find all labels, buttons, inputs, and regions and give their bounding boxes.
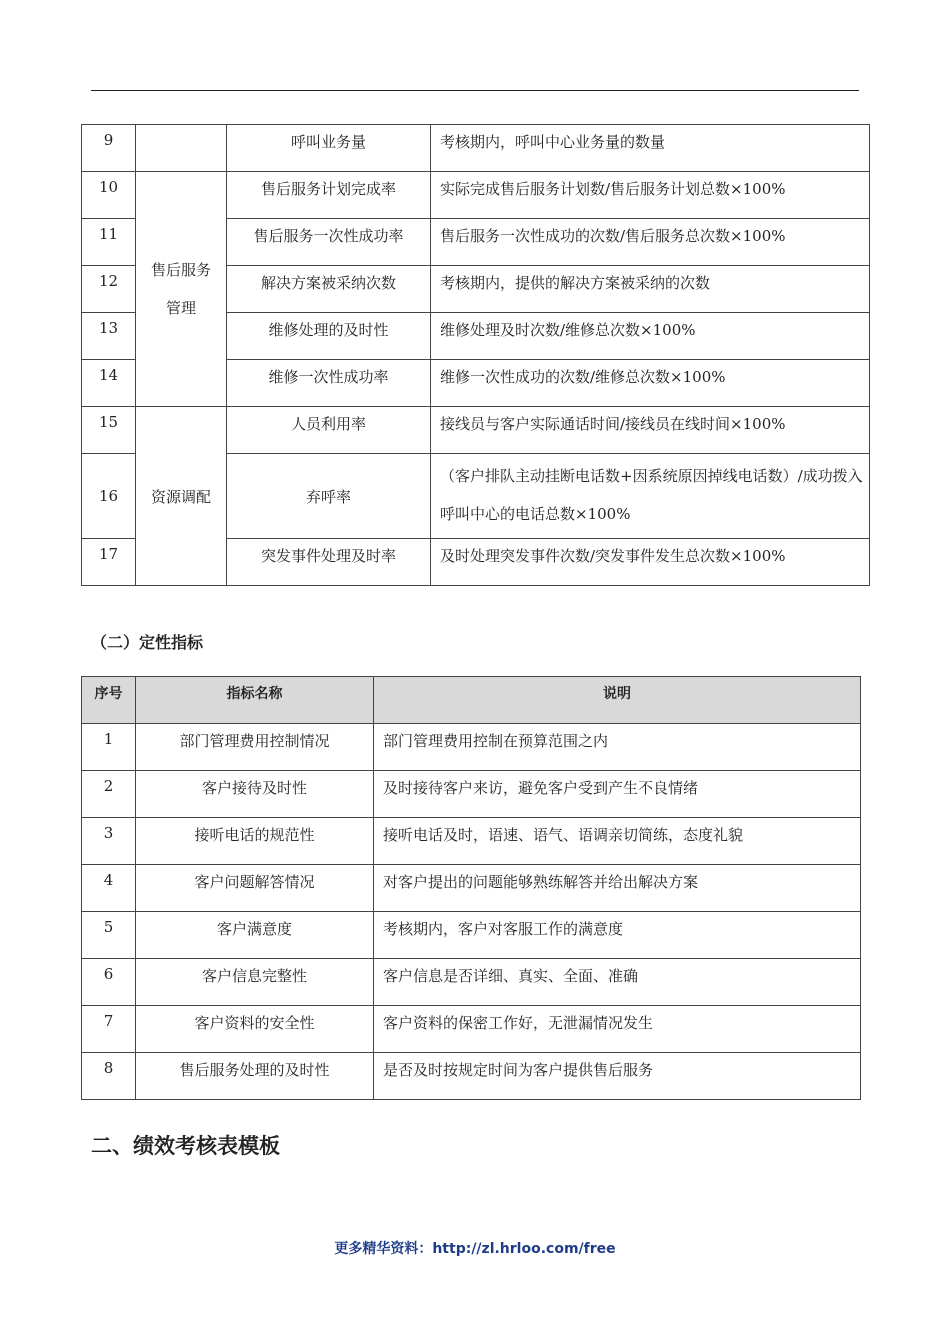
indicator-name: 部门管理费用控制情况: [179, 732, 330, 750]
indicator-name: 客户满意度: [216, 920, 292, 938]
indicator-description: 实际完成售后服务计划数/售后服务计划总数×100%: [440, 180, 786, 198]
table-row: [82, 818, 861, 865]
row-number: 7: [103, 1012, 114, 1030]
row-number: 5: [103, 918, 114, 936]
indicator-name: 维修一次性成功率: [268, 368, 389, 386]
table-row: [82, 771, 861, 818]
indicator-description: 考核期内，呼叫中心业务量的数量: [440, 133, 666, 151]
table-row: [82, 1053, 861, 1100]
table-row: [82, 1006, 861, 1053]
row-number: 17: [98, 545, 119, 563]
row-number: 13: [98, 319, 119, 337]
table-row: [82, 125, 870, 172]
indicator-name: 呼叫业务量: [290, 133, 366, 151]
row-number: 16: [98, 487, 119, 505]
indicator-name: 突发事件处理及时率: [260, 547, 396, 565]
indicator-description: 部门管理费用控制在预算范围之内: [383, 732, 609, 750]
group-label-line2: 管理: [165, 299, 196, 317]
section-title: （二）定性指标: [91, 633, 204, 652]
indicator-description: 考核期内，客户对客服工作的满意度: [383, 920, 624, 938]
indicator-name: 弃呼率: [305, 487, 351, 506]
header-description: 说明: [603, 686, 631, 702]
indicator-description: 售后服务一次性成功的次数/售后服务总次数×100%: [440, 227, 786, 245]
table-row: [82, 172, 870, 219]
group-label: 资源调配: [150, 487, 211, 506]
indicator-description: 维修一次性成功的次数/维修总次数×100%: [440, 368, 726, 386]
group-cell-empty: [136, 125, 227, 172]
indicator-description: （客户排队主动挂断电话数+因系统原因掉线电话数）/成功拨入呼叫中心的电话总数×100%: [440, 467, 863, 523]
indicator-name: 客户资料的安全性: [194, 1014, 315, 1032]
row-number: 15: [98, 413, 119, 431]
indicator-description: 客户资料的保密工作好，无泄漏情况发生: [383, 1014, 654, 1032]
indicator-description: 及时接待客户来访，避免客户受到产生不良情绪: [383, 779, 699, 797]
quantitative-indicator-table: [81, 124, 870, 586]
indicator-description: 接听电话及时，语速、语气、语调亲切简练，态度礼貌: [383, 826, 744, 844]
indicator-name: 售后服务处理的及时性: [179, 1061, 330, 1079]
indicator-description: 维修处理及时次数/维修总次数×100%: [440, 321, 696, 339]
indicator-description: 考核期内，提供的解决方案被采纳的次数: [440, 274, 711, 292]
row-number: 6: [103, 965, 114, 983]
header-name: 指标名称: [226, 686, 283, 702]
table-row: [82, 959, 861, 1006]
group-after-sales: [136, 172, 227, 407]
table-row: [82, 724, 861, 771]
indicator-name: 客户问题解答情况: [194, 873, 315, 891]
row-number: 12: [98, 272, 119, 290]
indicator-description: 对客户提出的问题能够熟练解答并给出解决方案: [383, 873, 699, 891]
row-number: 8: [103, 1059, 114, 1077]
row-number: 2: [103, 777, 114, 795]
indicator-description: 接线员与客户实际通话时间/接线员在线时间×100%: [440, 415, 786, 433]
indicator-name: 解决方案被采纳次数: [260, 274, 396, 292]
header-number: 序号: [94, 686, 123, 702]
row-number: 11: [98, 225, 119, 243]
section-heading: 二、绩效考核表模板: [91, 1134, 280, 1158]
header-rule: [91, 90, 859, 91]
table-row: [82, 912, 861, 959]
table-row: [82, 865, 861, 912]
group-label-line1: 售后服务: [150, 261, 211, 279]
row-number: 9: [103, 131, 114, 149]
indicator-name: 售后服务计划完成率: [260, 180, 396, 198]
footer-link[interactable]: 更多精华资料：http://zl.hrloo.com/free: [334, 1241, 616, 1257]
indicator-name: 客户信息完整性: [201, 967, 307, 985]
table-header-row: [82, 677, 861, 724]
row-number: 1: [103, 730, 114, 748]
row-number: 14: [98, 366, 119, 384]
indicator-description: 是否及时按规定时间为客户提供售后服务: [383, 1061, 654, 1079]
row-number: 10: [98, 178, 119, 196]
indicator-name: 客户接待及时性: [201, 779, 307, 797]
indicator-description: 客户信息是否详细、真实、全面、准确: [383, 967, 639, 985]
indicator-name: 售后服务一次性成功率: [253, 227, 404, 245]
group-resource: [136, 407, 227, 586]
indicator-description: 及时处理突发事件次数/突发事件发生总次数×100%: [440, 547, 786, 565]
indicator-name: 维修处理的及时性: [268, 321, 389, 339]
indicator-name: 接听电话的规范性: [194, 826, 315, 844]
qualitative-indicator-table: [81, 676, 861, 1100]
row-number: 4: [103, 871, 114, 889]
row-number: 3: [103, 824, 114, 842]
indicator-name: 人员利用率: [290, 415, 366, 433]
table-row: [82, 407, 870, 454]
